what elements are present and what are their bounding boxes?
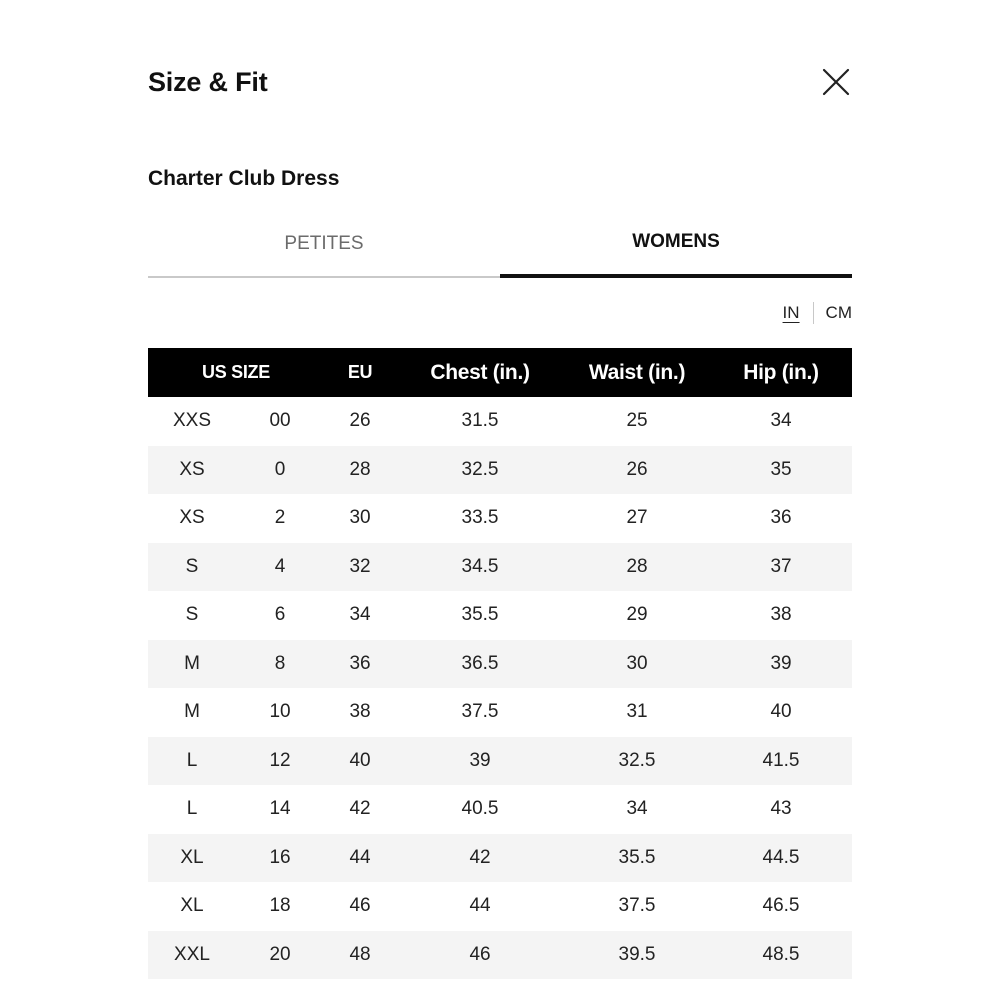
cell-chest: 42 xyxy=(469,846,491,868)
table-row xyxy=(148,397,852,446)
modal-title: Size & Fit xyxy=(148,67,268,97)
cell-hip: 40 xyxy=(770,701,792,723)
cell-waist: 35.5 xyxy=(618,846,656,868)
cell-eu: 48 xyxy=(349,943,371,965)
cell-eu: 30 xyxy=(349,507,371,529)
cell-waist: 27 xyxy=(626,507,648,529)
cell-chest: 34.5 xyxy=(461,555,499,577)
cell-waist: 30 xyxy=(626,652,648,674)
header-chest: Chest (in.) xyxy=(430,360,530,384)
table-row xyxy=(148,834,852,883)
cell-eu: 38 xyxy=(349,701,371,723)
cell-eu: 46 xyxy=(349,895,371,917)
close-icon xyxy=(818,64,854,100)
cell-hip: 35 xyxy=(770,458,792,480)
header-us-size: US SIZE xyxy=(202,362,270,382)
header-hip: Hip (in.) xyxy=(743,360,819,384)
cell-us-number: 6 xyxy=(274,604,286,626)
cell-chest: 40.5 xyxy=(461,798,499,820)
cell-waist: 37.5 xyxy=(618,895,656,917)
table-row xyxy=(148,737,852,786)
cell-hip: 36 xyxy=(770,507,792,529)
table-row xyxy=(148,931,852,980)
header-waist: Waist (in.) xyxy=(588,360,686,384)
table-body xyxy=(148,397,852,979)
unit-cm-button[interactable]: CM xyxy=(825,303,852,322)
cell-us-number: 16 xyxy=(269,846,291,868)
table-header-row xyxy=(148,348,852,397)
table-row xyxy=(148,543,852,592)
cell-hip: 48.5 xyxy=(762,943,800,965)
cell-eu: 40 xyxy=(349,749,371,771)
cell-us-number: 20 xyxy=(269,943,291,965)
table-row xyxy=(148,785,852,834)
tab-petites-label: PETITES xyxy=(284,233,364,254)
table-row xyxy=(148,882,852,931)
cell-hip: 44.5 xyxy=(762,846,800,868)
cell-eu: 34 xyxy=(349,604,371,626)
cell-waist: 28 xyxy=(626,555,648,577)
cell-us-number: 0 xyxy=(274,458,286,480)
cell-us-number: 14 xyxy=(269,798,291,820)
cell-chest: 32.5 xyxy=(461,458,499,480)
tab-petites[interactable] xyxy=(148,226,500,278)
cell-waist: 31 xyxy=(626,701,648,723)
table-row xyxy=(148,591,852,640)
cell-chest: 35.5 xyxy=(461,604,499,626)
cell-chest: 36.5 xyxy=(461,652,499,674)
cell-us-letter: XS xyxy=(179,458,205,480)
cell-hip: 46.5 xyxy=(762,895,800,917)
cell-eu: 32 xyxy=(349,555,371,577)
cell-eu: 42 xyxy=(349,798,371,820)
size-category-tabs xyxy=(148,226,852,278)
cell-chest: 44 xyxy=(469,895,491,917)
cell-hip: 34 xyxy=(770,410,792,432)
cell-waist: 39.5 xyxy=(618,943,656,965)
cell-hip: 43 xyxy=(770,798,792,820)
cell-us-letter: XL xyxy=(180,846,204,868)
cell-eu: 36 xyxy=(349,652,371,674)
cell-us-number: 4 xyxy=(274,555,286,577)
table-row xyxy=(148,688,852,737)
cell-us-letter: M xyxy=(184,652,200,674)
cell-us-letter: L xyxy=(186,798,198,820)
cell-chest: 39 xyxy=(469,749,491,771)
cell-us-number: 10 xyxy=(269,701,291,723)
cell-us-letter: XS xyxy=(179,507,205,529)
cell-hip: 39 xyxy=(770,652,792,674)
cell-hip: 38 xyxy=(770,604,792,626)
unit-divider xyxy=(813,302,814,324)
header-eu: EU xyxy=(347,362,373,382)
cell-hip: 41.5 xyxy=(762,749,800,771)
close-button[interactable] xyxy=(818,64,854,100)
cell-us-letter: XL xyxy=(180,895,204,917)
size-chart-table xyxy=(148,348,852,979)
cell-us-number: 2 xyxy=(274,507,286,529)
cell-hip: 37 xyxy=(770,555,792,577)
cell-eu: 28 xyxy=(349,458,371,480)
cell-us-letter: S xyxy=(185,555,199,577)
size-fit-modal xyxy=(148,0,852,1000)
cell-eu: 44 xyxy=(349,846,371,868)
tab-womens[interactable] xyxy=(500,226,852,278)
cell-us-number: 12 xyxy=(269,749,291,771)
cell-waist: 26 xyxy=(626,458,648,480)
cell-waist: 34 xyxy=(626,798,648,820)
tab-womens-label: WOMENS xyxy=(632,231,720,252)
table-row xyxy=(148,640,852,689)
product-name: Charter Club Dress xyxy=(148,167,340,190)
unit-in-button[interactable]: IN xyxy=(782,303,800,322)
cell-us-letter: M xyxy=(184,701,200,723)
table-row xyxy=(148,446,852,495)
unit-toggle xyxy=(783,300,852,326)
cell-us-letter: S xyxy=(185,604,199,626)
cell-us-number: 00 xyxy=(269,410,291,432)
cell-eu: 26 xyxy=(349,410,371,432)
cell-us-letter: L xyxy=(186,749,198,771)
cell-chest: 37.5 xyxy=(461,701,499,723)
cell-chest: 33.5 xyxy=(461,507,499,529)
cell-us-number: 18 xyxy=(269,895,291,917)
table-row xyxy=(148,494,852,543)
cell-us-letter: XXL xyxy=(174,943,210,965)
cell-waist: 25 xyxy=(626,410,648,432)
cell-us-letter: XXS xyxy=(172,410,212,432)
cell-chest: 46 xyxy=(469,943,491,965)
cell-us-number: 8 xyxy=(274,652,286,674)
cell-waist: 32.5 xyxy=(618,749,656,771)
cell-waist: 29 xyxy=(626,604,648,626)
cell-chest: 31.5 xyxy=(461,410,499,432)
